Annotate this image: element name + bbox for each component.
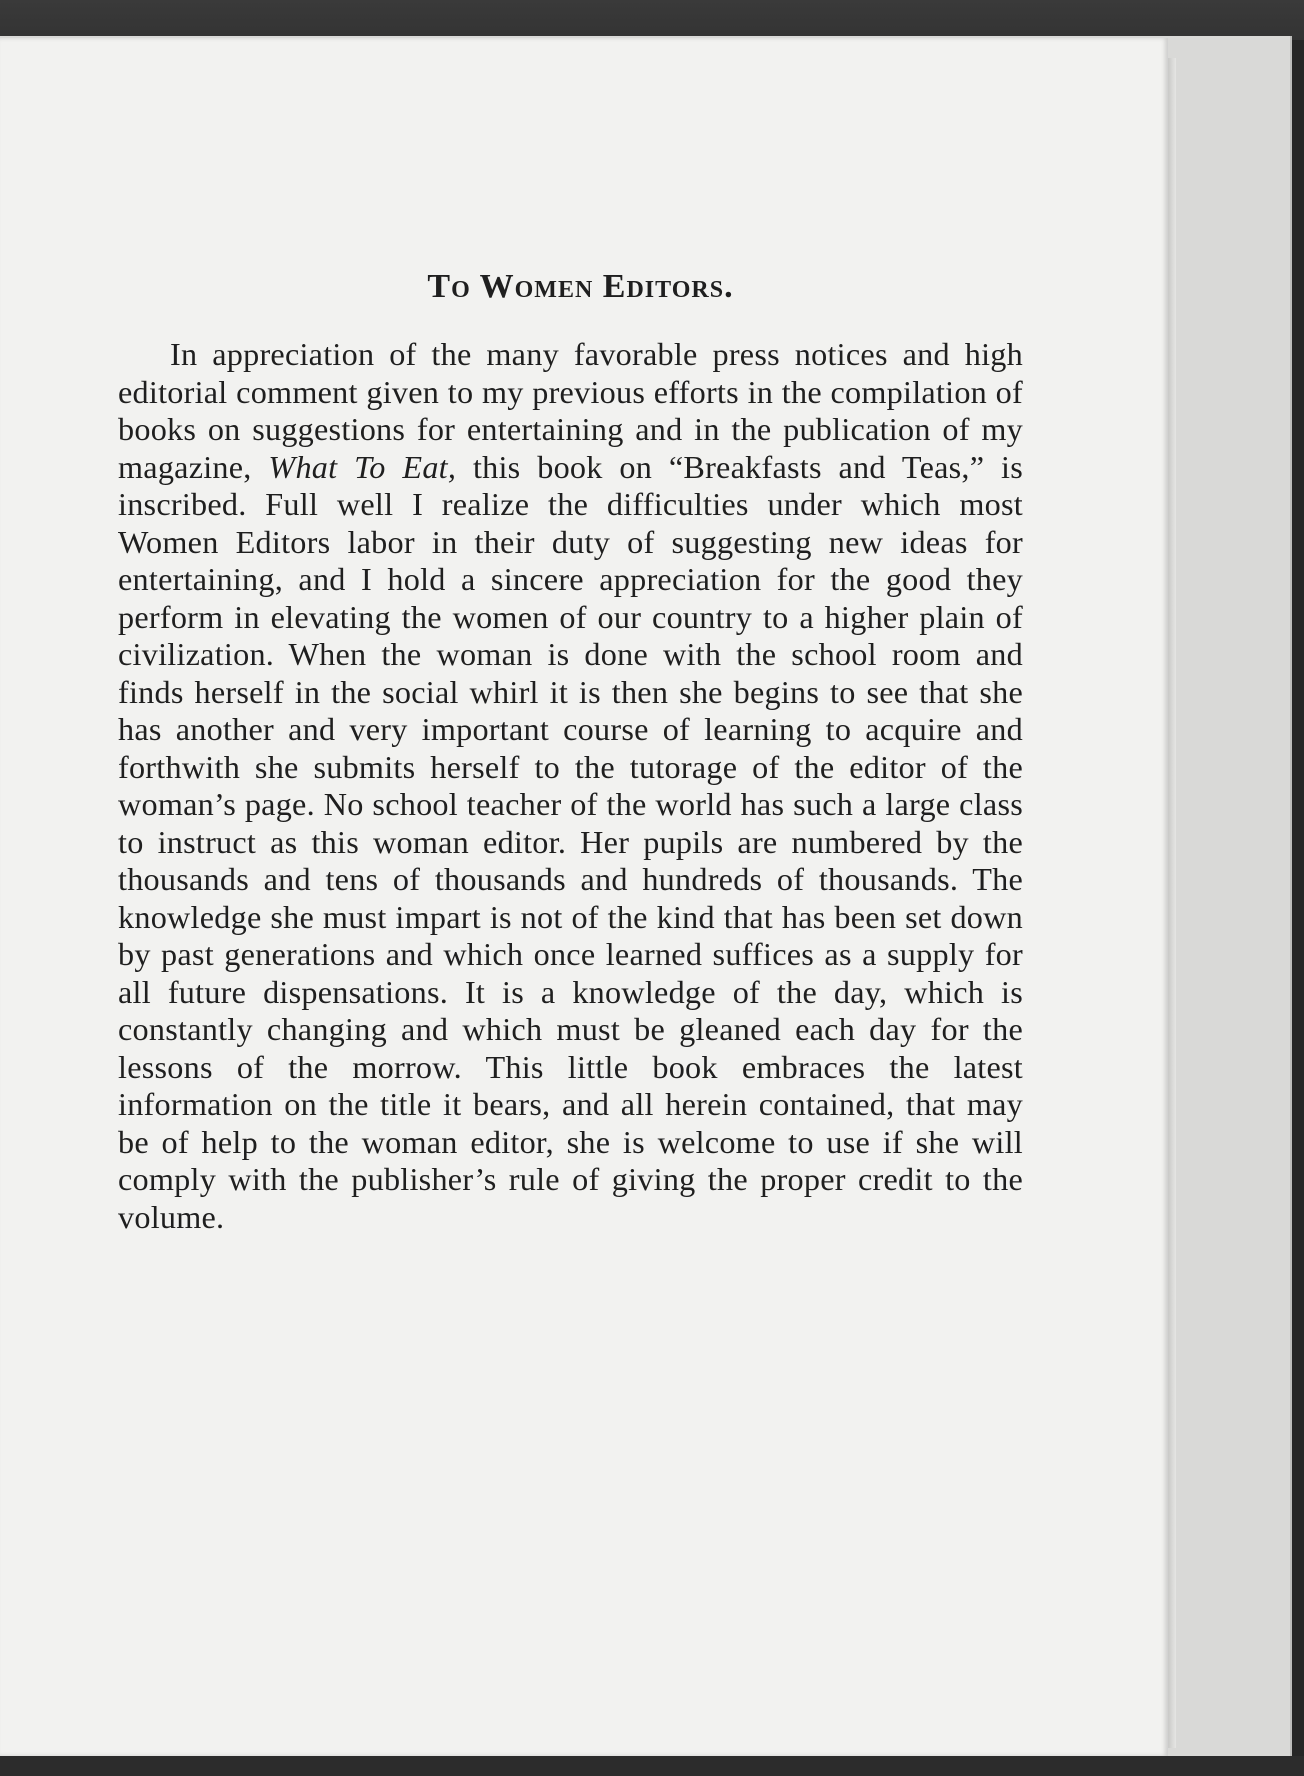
dedication-paragraph (118, 336, 1023, 1236)
paragraph-part-2: this book on “Breakfasts and Teas,” is inscribed. Full well I realize the difficulties under which most Women Editors labor in their duty of suggesting new ideas for entertaining, and I hold a sincere appreciation for the good they perform in elevating the women of our country to a higher plain of civilization. When the woman is done with the school room and finds herself in the social whirl it is then she begins to see that she has another and very important course of learning to acquire and forthwith she submits herself to the tutorage of the editor of the woman’s page. No school teacher of the world has such a large class to instruct as this woman editor. Her pupils are numbered by the thousands and tens of thousands and hundreds of thousands. The knowledge she must impart is not of the kind that has been set down by past generations and which once learned suffices as a supply for all future dispensations. It is a knowledge of the day, which is constantly changing and which must be gleaned each day for the lessons of the morrow. This little book embraces the latest information on the title it bears, and all herein contained, that may be of help to the woman editor, she is welcome to use if she will comply with the publisher’s rule of giving the proper credit to the volume. (118, 448, 1023, 1235)
magazine-title: What To Eat, (268, 448, 457, 485)
scan-bottom-edge (0, 1756, 1304, 1776)
scan-top-edge (0, 0, 1304, 40)
paragraph-part-1: In appreciation of the many favorable press notices and high editorial comment given to my previous efforts in the compilation of books on suggestions for entertaining and in the publication of my magazine, (118, 336, 1023, 485)
page-text-block (118, 268, 1023, 1236)
page-heading: To Women Editors. (427, 268, 734, 305)
